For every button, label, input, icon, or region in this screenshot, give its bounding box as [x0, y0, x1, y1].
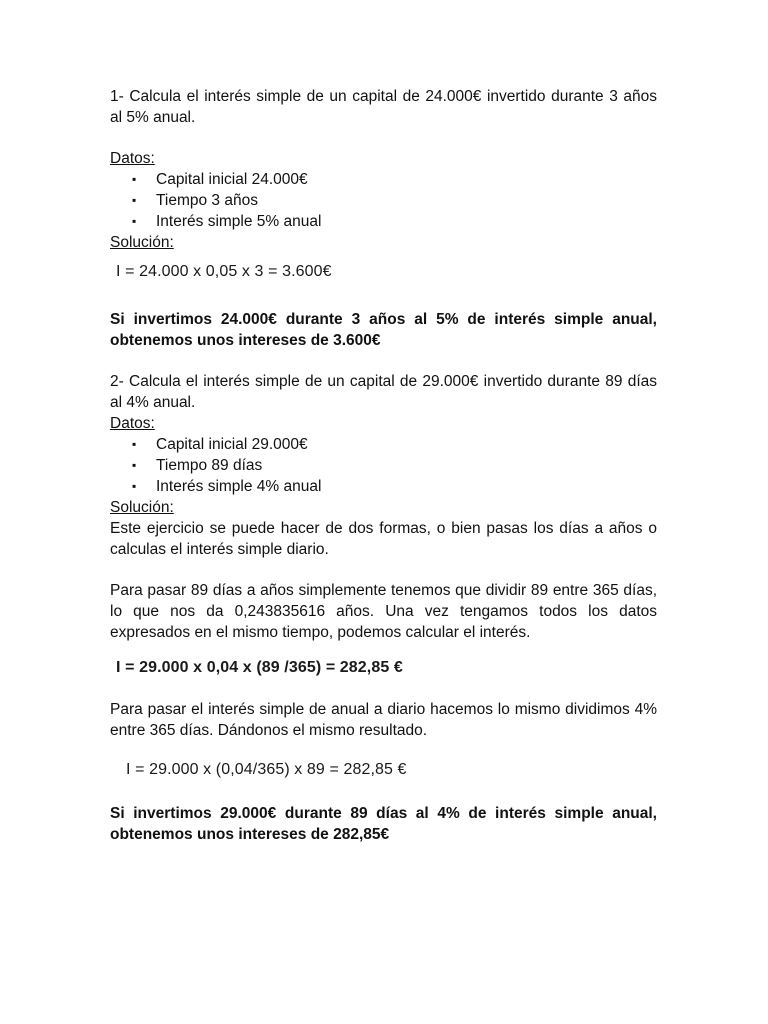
exercise-2-conclusion: Si invertimos 29.000€ durante 89 días al 4% de interés simple anual, obtenemos unos intereses de 282,85€ [110, 805, 657, 843]
exercise-2-formula-1: I = 29.000 x 0,04 x (89 /365) = 282,85 € [116, 659, 403, 676]
list-item: ▪ Interés simple 5% anual [110, 211, 657, 232]
list-item: ▪ Capital inicial 24.000€ [110, 169, 657, 190]
exercise-1-conclusion: Si invertimos 24.000€ durante 3 años al 5% de interés simple anual, obtenemos unos intereses de 3.600€ [110, 311, 657, 349]
list-item: ▪ Capital inicial 29.000€ [110, 434, 657, 455]
list-item: ▪ Tiempo 89 días [110, 455, 657, 476]
exercise-2-datos-label: Datos: [110, 415, 155, 432]
exercise-2-solucion-label: Solución: [110, 499, 174, 516]
exercise-2-method-1: Para pasar 89 días a años simplemente tenemos que dividir 89 entre 365 días, lo que nos da 0,243835616 años. Una vez tengamos todos los datos expresados en el mismo tiempo, podemos calcular el interés. [110, 582, 657, 641]
exercise-2-statement: 2- Calcula el interés simple de un capital de 29.000€ invertido durante 89 días al 4% anual. [110, 373, 657, 411]
list-item: ▪ Interés simple 4% anual [110, 476, 657, 497]
exercise-2-formula-2: I = 29.000 x (0,04/365) x 89 = 282,85 € [126, 761, 407, 778]
exercise-1-solucion-label: Solución: [110, 234, 174, 251]
exercise-2-intro: Este ejercicio se puede hacer de dos formas, o bien pasas los días a años o calculas el interés simple diario. [110, 520, 657, 558]
exercise-1-formula: I = 24.000 x 0,05 x 3 = 3.600€ [116, 263, 332, 280]
exercise-1-statement: 1- Calcula el interés simple de un capital de 24.000€ invertido durante 3 años al 5% anual. [110, 88, 657, 126]
exercise-2-datos-list [110, 434, 657, 497]
exercise-1-datos-list [110, 169, 657, 232]
document-page [110, 86, 657, 845]
list-item: ▪ Tiempo 3 años [110, 190, 657, 211]
exercise-1-datos-label: Datos: [110, 150, 155, 167]
exercise-2-method-2: Para pasar el interés simple de anual a diario hacemos lo mismo dividimos 4% entre 365 días. Dándonos el mismo resultado. [110, 701, 657, 739]
